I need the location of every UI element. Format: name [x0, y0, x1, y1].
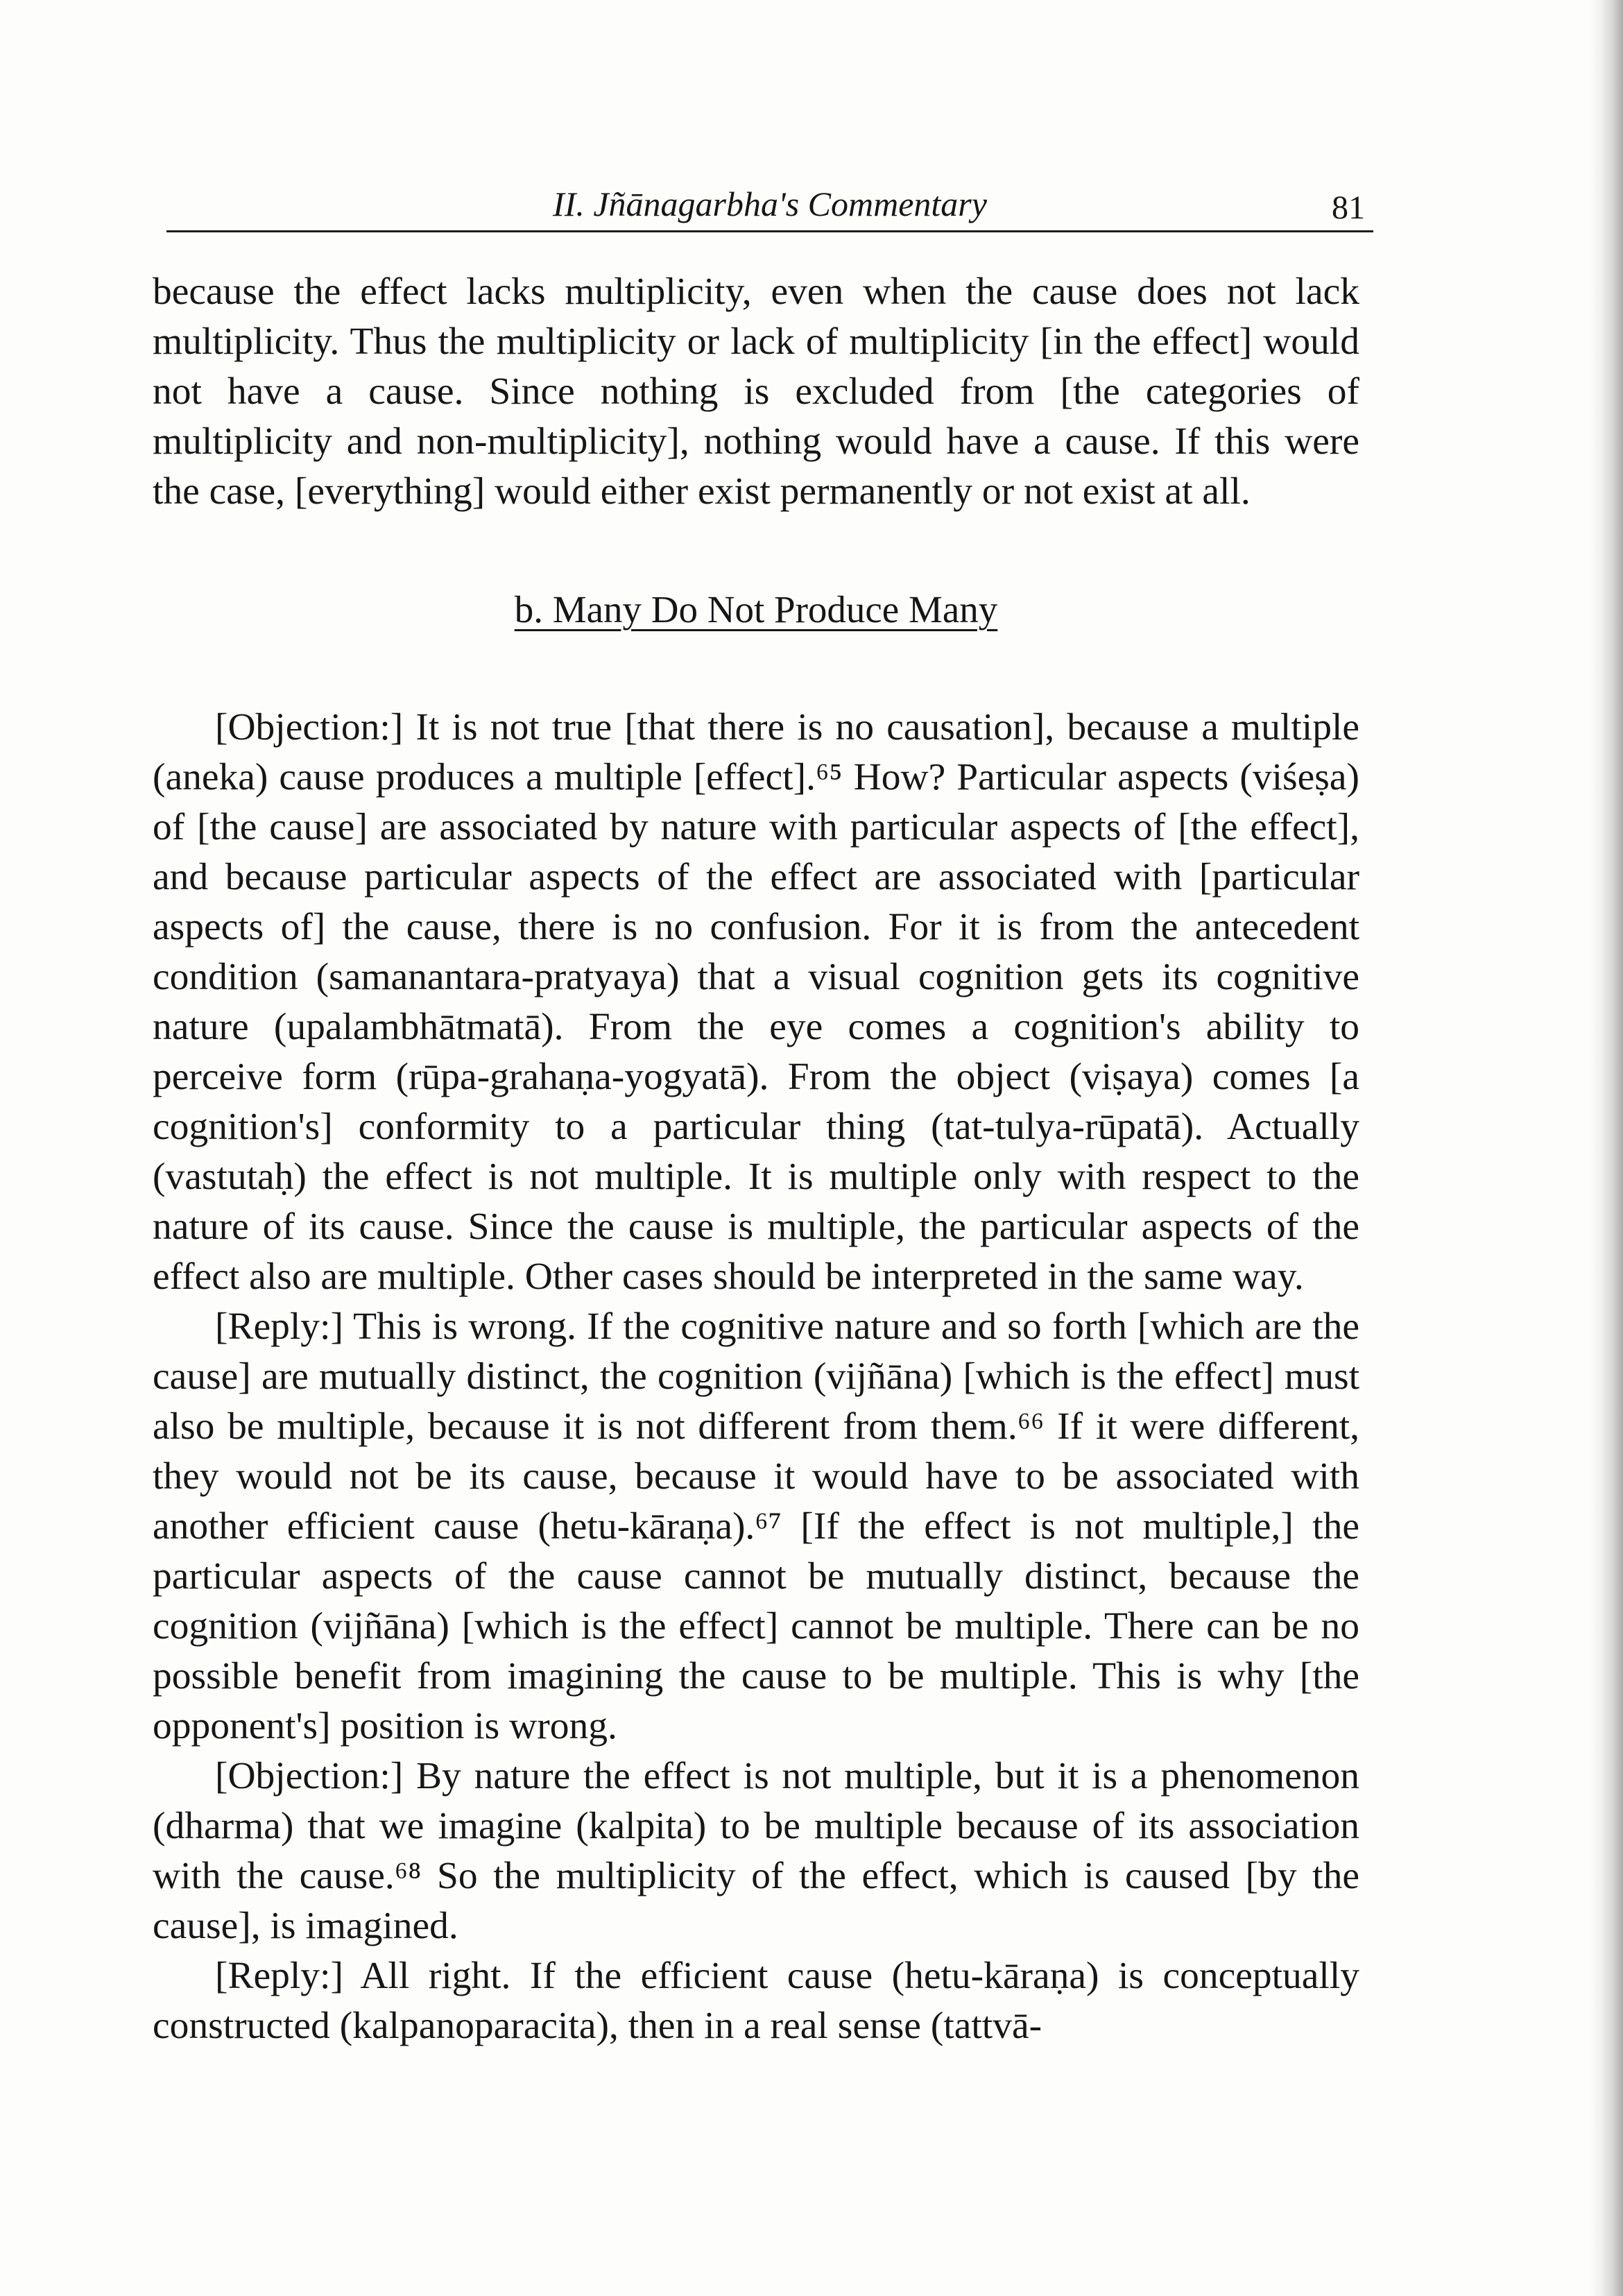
page-number: 81 — [1332, 189, 1365, 226]
page-binding-shadow — [1590, 0, 1623, 2296]
paragraph-objection-1: [Objection:] It is not true [that there is no causation], because a multiple (aneka) cause produces a multiple [effect].⁶⁵ How? Particular aspects (viśeṣa) of [the cause] are associated by nature with particular aspects of [the effect], and because particular aspects of the effect are associated with [particular aspects of] the cause, there is no confusion. For it is from the antecedent condition (samanantara-pratyaya) that a visual cognition gets its cognitive nature (upalambhātmatā). From the eye comes a cognition's ability to perceive form (rūpa-grahaṇa-yogyatā). From the object (viṣaya) comes [a cognition's] conformity to a particular thing (tat-tulya-rūpatā). Actually (vastutaḥ) the effect is not multiple. It is multiple only with respect to the nature of its cause. Since the cause is multiple, the particular aspects of the effect also are multiple. Other cases should be interpreted in the same way. — [153, 706, 1359, 1298]
running-header — [166, 172, 1373, 232]
paragraph-reply-2: [Reply:] All right. If the efficient cause (hetu-kāraṇa) is conceptually constructed (kalpanoparacita), then in a real sense (tattvā- — [153, 1955, 1359, 2047]
section-heading-text: b. Many Do Not Produce Many — [514, 588, 998, 631]
section-heading — [153, 585, 1359, 635]
paragraph-reply-1: [Reply:] This is wrong. If the cognitive nature and so forth [which are the cause] are mutually distinct, the cognition (vijñāna) [which is the effect] must also be multiple, because it is not different from them.⁶⁶ If it were different, they would not be its cause, because it would have to be associated with another efficient cause (hetu-kāraṇa).⁶⁷ [If the effect is not multiple,] the particular aspects of the cause cannot be mutually distinct, because the cognition (vijñāna) [which is the effect] cannot be multiple. There can be no possible benefit from imagining the cause to be multiple. This is why [the opponent's] position is wrong. — [153, 1305, 1359, 1747]
running-title: II. Jñānagarbha's Commentary — [553, 185, 987, 223]
page-body — [153, 267, 1359, 2051]
paragraph-continuation: because the effect lacks multiplicity, even when the cause does not lack multiplicity. Thus the multiplicity or lack of multiplicity [in the effect] would not have a cause. Since nothing is excluded from [the categories of multiplicity and non-multiplicity], nothing would have a cause. If this were the case, [everything] would either exist permanently or not exist at all. — [153, 271, 1359, 513]
paragraph-objection-2: [Objection:] By nature the effect is not multiple, but it is a phenomenon (dharma) that we imagine (kalpita) to be multiple because of its association with the cause.⁶⁸ So the multiplicity of the effect, which is caused [by the cause], is imagined. — [153, 1755, 1359, 1947]
